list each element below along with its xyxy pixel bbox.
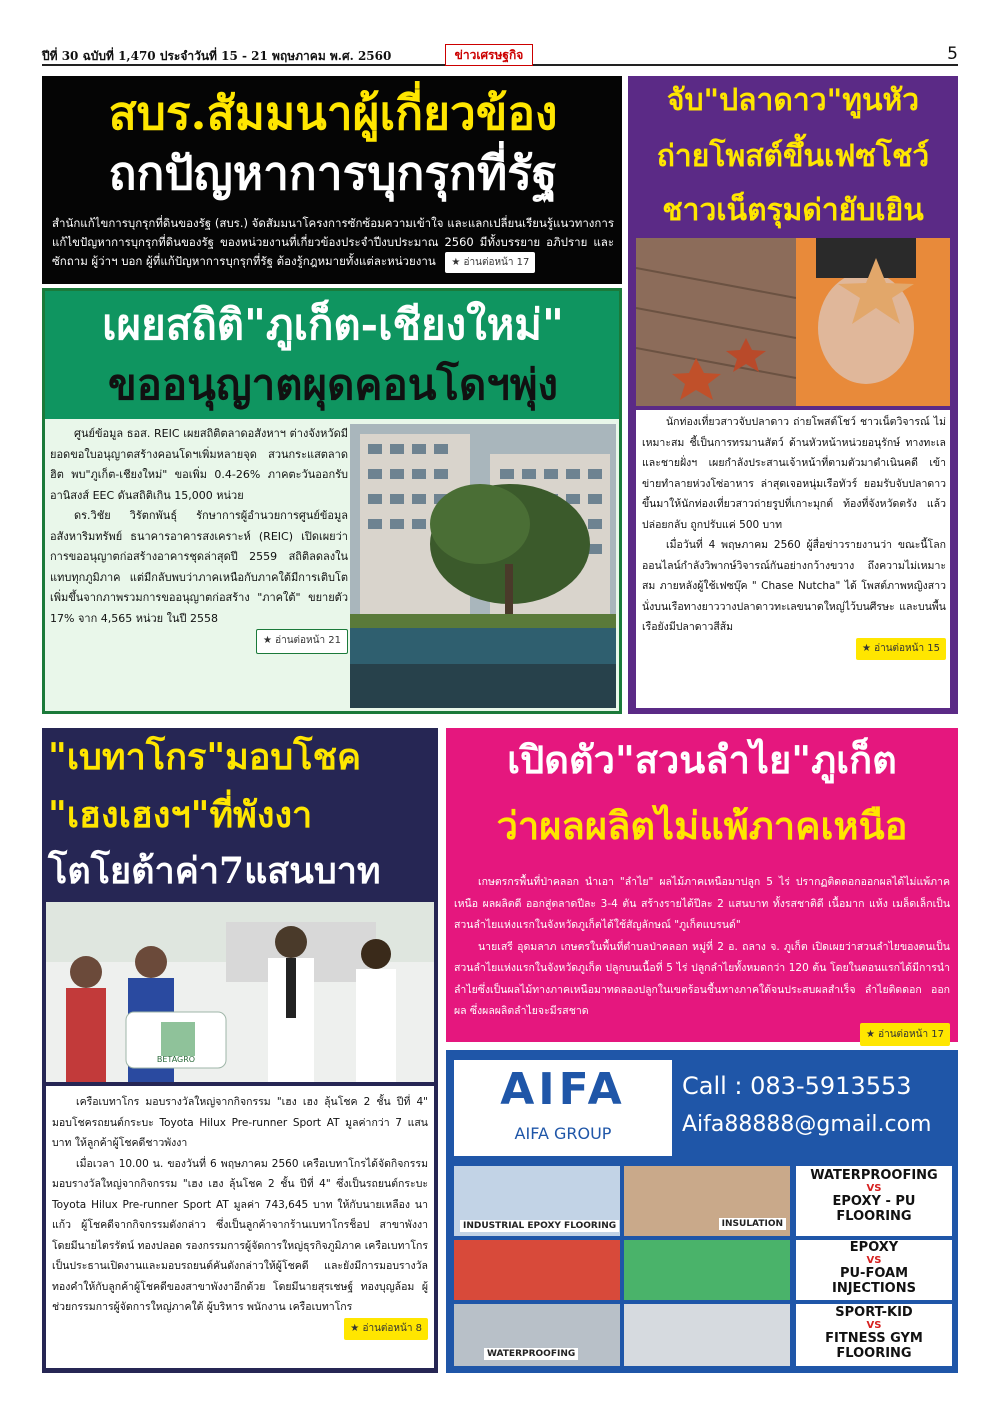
issue-info: ปีที่ 30 ฉบับที่ 1,470 ประจำวันที่ 15 - 21 พฤษภาคม พ.ศ. 2560 xyxy=(42,49,392,63)
story1-read-more[interactable]: ★ อ่านต่อหน้า 17 xyxy=(445,252,535,273)
story3-headline-1: จับ"ปลาดาว"ทูนหัว xyxy=(666,83,920,118)
newspaper-logo: ข่าวเศรษฐกิจ xyxy=(445,44,533,66)
story5-body xyxy=(454,872,950,1046)
page-number: 5 xyxy=(947,44,958,64)
ad-box-epoxy xyxy=(796,1240,952,1300)
aifa-logo: AIFA xyxy=(500,1064,626,1115)
starfish-photo xyxy=(636,238,950,406)
story1-headline-1: สบร.สัมมนาผู้เกี่ยวข้อง xyxy=(108,86,558,140)
aifa-group-label: AIFA GROUP xyxy=(514,1124,612,1143)
story1-body xyxy=(52,214,614,273)
story2-read-more-label: อ่านต่อหน้า 21 xyxy=(275,635,341,646)
ad-image-industrial-epoxy xyxy=(454,1166,620,1236)
story2-body xyxy=(50,424,348,654)
ad-box-line1: EPOXY xyxy=(849,1240,899,1255)
story5-headline-2: ว่าผลผลิตไม่แพ้ภาคเหนือ xyxy=(496,803,908,848)
story2-paragraph-1: ศูนย์ข้อมูล ธอส. REIC เผยสถิติตลาดอสังหาฯ ต่างจังหวัดมียอดขอใบอนุญาตสร้างคอนโดฯเพิ่มหลายจุด สวนกระแสตลาดฮิต พบ"ภูเก็ต-เชียงใหม่" ขอเพิ่ม 0.4-26% ภาคตะวันออกรับอานิสงส์ EEC ดันสถิติเกิน 15,000 หน่วย xyxy=(50,427,348,502)
ad-box-vs: VS xyxy=(866,1183,882,1194)
story4-paragraph-1: เครือเบทาโกร มอบรางวัลใหญ่จากกิจกรรม "เฮง เฮง ลุ้นโชค 2 ชั้น ปีที่ 4" มอบโชครถยนต์กระบะ Toyota Hilux Pre-runner Sport AT มูลค่ากว่า 7 แสนบาท ให้ลูกค้าผู้โชคดีชาวพังงา xyxy=(52,1096,428,1149)
story2-read-more[interactable]: ★ อ่านต่อหน้า 21 xyxy=(256,629,348,654)
ad-image-label: INSULATION xyxy=(719,1218,786,1230)
story2-headline-1: เผยสถิติ"ภูเก็ต-เชียงใหม่" xyxy=(102,300,564,349)
story4-paragraph-2: เมื่อเวลา 10.00 น. ของวันที่ 6 พฤษภาคม 2560 เครือเบทาโกรได้จัดกิจกรรมมอบรางวัลใหญ่จากกิจกรรม "เฮง เฮง ลุ้นโชค 2 ชั้น ปีที่ 4" ซึ่งเป็นรถยนต์กระบะ Toyota Hilux Pre-runner Sport AT มูลค่า 743,645 บาท ให้กับนายเหลือง นาแก้ว ผู้โชคดีจากกิจกรรมดังกล่าว ซึ่งเป็นลูกค้าจากร้านเบทาโกรช็อป สาขาพังงา โดยมีนายไตรรัตน์ ทองปลอด รองกรรมการผู้จัดการใหญ่ธุรกิจภูมิภาค เครือเบทาโกร เป็นประธานเปิดงานและมอบรถยนต์คันดังกล่าวให้ผู้โชคดี และยังมีการมอบรางวัลทองคำให้กับลูกค้าผู้โชคดีของสาขาพังงาอีกด้วย โดยมีนายสุรเชษฐ์ ทองบุญล้อม ผู้ช่วยกรรมการผู้จัดการใหญ่ภาคใต้ ผู้บริหาร พนักงาน เครือเบทาโกร xyxy=(52,1157,428,1313)
story3-paragraph-2: เมื่อวันที่ 4 พฤษภาคม 2560 ผู้สื่อข่าวรายงานว่า ขณะนี้โลกออนไลน์กำลังวิพากษ์วิจารณ์กันอย่างกว้างขวาง ถึงความไม่เหมาะสม ภายหลังผู้ใช้เฟซบุ๊ค " Chase Nutcha" ได้ โพสต์ภาพหญิงสาว นั่งบนเรือทางยาววางปลาดาวทะเลขนาดใหญ่ไว้บนศีรษะ และบนพื้นเรือยังมีปลาดาวสีส้ม xyxy=(642,539,946,633)
ad-image-sport-court xyxy=(454,1240,620,1300)
ad-box-sport-kid xyxy=(796,1304,952,1366)
ad-image-label: WATERPROOFING xyxy=(484,1348,578,1360)
ad-image-epoxy-floor xyxy=(624,1240,790,1300)
ad-box-line1: WATERPROOFING xyxy=(810,1168,938,1183)
ad-box-line2: FITNESS GYM xyxy=(825,1331,923,1346)
story3-headline-2: ถ่ายโพสต์ขึ้นเฟซโชว์ xyxy=(656,139,930,174)
story5-headline-1 xyxy=(452,734,952,786)
story3-read-more[interactable]: ★ อ่านต่อหน้า 15 xyxy=(856,638,946,661)
ad-image-gym xyxy=(624,1304,790,1366)
story3-body xyxy=(642,412,946,660)
betagro-award-photo xyxy=(46,902,434,1082)
ad-box-vs: VS xyxy=(866,1320,882,1331)
aifa-phone[interactable]: Call : 083-5913553 xyxy=(682,1072,912,1100)
ad-box-vs: VS xyxy=(866,1255,882,1266)
story4-headline-3: โตโยต้าค่า7แสนบาท xyxy=(48,850,381,892)
story5-paragraph-1: เกษตรกรพื้นที่ป่าคลอก นำเอา "ลำไย" ผลไม้ภาคเหนือมาปลูก 5 ไร่ ปรากฏติดดอกออกผลได้ไม่แพ้ภาคเหนือ ผลผลิตดี ออกสู่ตลาดปีละ 3-4 ตัน สร้างรายได้ปีละ 2 แสนบาท ทั้งรสชาติดี เนื้อมาก แห้ง เมล็ดเล็กเป็นสวนลำไยแห่งแรกในจังหวัดภูเก็ตได้ใช้สัญลักษณ์ "ภูเก็ตแบรนด์" xyxy=(454,876,950,931)
story2-paragraph-2: ดร.วิชัย วิรัตกพันธุ์ รักษาการผู้อำนวยการศูนย์ข้อมูลอสังหาริมทรัพย์ ธนาคารอาคารสงเคราะห์ (REIC) เปิดเผยว่า การขออนุญาตก่อสร้างอาคารชุดล่าสุดปี 2559 สถิติลดลงในแทบทุกภูมิภาค แต่มีกลับพบว่าภาคเหนือกับภาคใต้มีการเติบโตเพิ่มขึ้นจากภาพรวมการขออนุญาตก่อสร้าง "ภาคใต้" ขยายตัว 17% จาก 4,565 หน่วย ในปี 2558 xyxy=(50,509,348,625)
story5-headline-1-text: เปิดตัว"สวนลำไย"ภูเก็ต xyxy=(507,737,897,782)
ad-box-line2: EPOXY - PU xyxy=(832,1194,916,1209)
ad-box-line3: FLOORING xyxy=(836,1209,912,1224)
ad-box-line3: INJECTIONS xyxy=(832,1281,916,1296)
story2-headline-2: ขออนุญาตผุดคอนโดฯพุ่ง xyxy=(107,360,559,409)
story4-headline-1: "เบทาโกร"มอบโชค xyxy=(48,736,362,778)
ad-box-line3: FLOORING xyxy=(836,1346,912,1361)
ad-image-waterproofing xyxy=(454,1304,620,1366)
betagro-key-label: BETAGRO xyxy=(156,1055,196,1064)
ad-image-label: INDUSTRIAL EPOXY FLOORING xyxy=(460,1220,619,1232)
story5-paragraph-2: นายเสรี อุดมลาภ เกษตรในพื้นที่ตำบลป่าคลอก หมู่ที่ 2 อ. ถลาง จ. ภูเก็ต เปิดเผยว่าสวนลำไยของตนเป็นสวนลำไยแห่งแรกในจังหวัดภูเก็ต ปลูกบนเนื้อที่ 5 ไร่ ปลูกลำไยทั้งหมดกว่า 120 ต้น โดยในตอนแรกได้มีการนำลำไยซึ่งเป็นผลไม้ทางภาคเหนือมาทดลองปลูกในเขตร้อนชื้นทางภาคใต้จนประสบผลสำเร็จ ลำไยติดดอก ออกผล ซึ่งผลผลิตลำไยจะมีรสชาด xyxy=(454,940,950,1017)
ad-box-line1: SPORT-KID xyxy=(835,1305,913,1320)
condo-photo xyxy=(350,424,616,708)
ad-image-insulation xyxy=(624,1166,790,1236)
story3-paragraph-1: นักท่องเที่ยวสาวจับปลาดาว ถ่ายโพสต์โชว์ ชาวเน็ตวิจารณ์ ไม่เหมาะสม ชี้เป็นการทรมานสัตว์ ด้านหัวหน้าหน่วยอนุรักษ์ ทางทะเลและชายฝั่งฯ เผยกำลังประสานเจ้าหน้าที่ตามตัวมาดำเนินคดี เข้าข่ายทำลายห่วงโซ่อาหาร ล่าสุดเจอหนุ่มเรือทัวร์ ยอมรับจับปลาดาวขึ้นมาให้นักท่องเที่ยวสาวถ่ายรูปที่เกาะมุกต์ ท้องที่จังหวัดตรัง แล้วปล่อยกลับ ถูกปรับแค่ 500 บาท xyxy=(642,416,946,531)
story4-headline-2: "เฮงเฮงฯ"ที่พังงา xyxy=(48,794,313,836)
story3-read-more-label: อ่านต่อหน้า 15 xyxy=(874,642,940,654)
story3-headline-3: ชาวเน็ตรุมด่ายับเยิน xyxy=(662,193,924,228)
story5-read-more[interactable]: ★ อ่านต่อหน้า 17 xyxy=(860,1023,950,1047)
story4-body xyxy=(52,1092,428,1340)
ad-box-waterproofing xyxy=(796,1166,952,1236)
story5-read-more-label: อ่านต่อหน้า 17 xyxy=(878,1028,944,1040)
story1-read-more-label: อ่านต่อหน้า 17 xyxy=(463,257,530,268)
story1-headline-2: ถกปัญหาการบุกรุกที่รัฐ xyxy=(108,146,558,200)
story1-body-text: สำนักแก้ไขการบุกรุกที่ดินของรัฐ (สบร.) จัดสัมมนาโครงการซักซ้อมความเข้าใจ และแลกเปลี่ยนเรียนรู้แนวทางการแก้ไขปัญหาการบุกรุกที่ดินของรัฐ ของหน่วยงานที่เกี่ยวข้องประจำปีงบประมาณ 2560 มีทั้งบรรยาย อภิปราย และซักถาม ผู้ว่าฯ บอก ผู้ที่แก้ปัญหาการบุกรุกที่รัฐ ต้องรู้กฎหมายทั้งแต่ละหน่วยงาน xyxy=(52,216,614,268)
aifa-email[interactable]: Aifa88888@gmail.com xyxy=(682,1112,932,1137)
story4-read-more[interactable]: ★ อ่านต่อหน้า 8 xyxy=(344,1318,428,1341)
ad-box-line2: PU-FOAM xyxy=(839,1266,909,1281)
story4-read-more-label: อ่านต่อหน้า 8 xyxy=(362,1322,422,1334)
